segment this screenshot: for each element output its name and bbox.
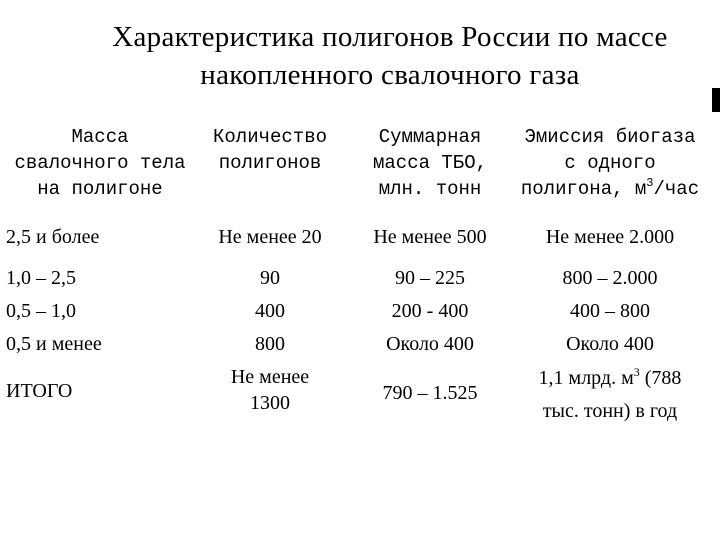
row1-mass: 2,5 и более <box>6 226 100 248</box>
slide-title <box>40 18 720 94</box>
row3-total: 200 - 400 <box>391 300 469 322</box>
header-emission <box>510 124 710 202</box>
row1-total: Не менее 500 <box>373 226 487 248</box>
header-emission-line: с одного <box>564 152 656 174</box>
emission-unit-exponent: 3 <box>646 176 654 190</box>
row2-emission: 800 – 2.000 <box>562 267 658 289</box>
edge-mark <box>712 88 720 112</box>
row1-count: Не менее 20 <box>218 226 322 248</box>
row4-total: Около 400 <box>386 333 474 355</box>
total-emission <box>510 362 710 428</box>
row4-emission: Около 400 <box>566 333 654 355</box>
title-line-1: Характеристика полигонов России по массе <box>112 21 668 53</box>
header-emission-line: Эмиссия биогаза <box>524 126 696 148</box>
header-mass-line: свалочного тела <box>14 152 186 174</box>
header-mass <box>6 124 194 202</box>
row2-mass: 1,0 – 2,5 <box>6 267 76 289</box>
row1-emission: Не менее 2.000 <box>545 226 675 248</box>
header-count-line: Количество <box>212 126 328 148</box>
row2-total: 90 – 225 <box>395 267 465 289</box>
row3-mass: 0,5 – 1,0 <box>6 300 76 322</box>
total-count <box>190 364 350 416</box>
row3-emission: 400 – 800 <box>570 300 650 322</box>
header-total-line: Суммарная <box>378 126 482 148</box>
row2-count: 90 <box>260 267 280 289</box>
header-mass-line: на полигоне <box>37 178 163 200</box>
total-emission-line: тыс. тонн) в год <box>542 400 678 422</box>
total-emission-line <box>510 362 710 395</box>
emission-unit: полигона, м <box>520 178 647 200</box>
header-mass-line: Масса <box>71 126 129 148</box>
emission-unit-suffix: /час <box>653 178 700 200</box>
header-emission-line <box>510 176 710 202</box>
total-emission-paren: (788 <box>639 367 682 389</box>
header-total-line: масса ТБО, <box>372 152 488 174</box>
total-emission-exponent: 3 <box>633 365 640 379</box>
row4-count: 800 <box>255 333 285 355</box>
total-count-line: 1300 <box>250 392 290 414</box>
row4-mass: 0,5 и менее <box>6 333 102 355</box>
header-count <box>190 124 350 176</box>
header-count-line: полигонов <box>218 152 322 174</box>
header-total-line: млн. тонн <box>378 178 482 200</box>
total-emission-value: 1,1 млрд. м <box>538 367 634 389</box>
header-total-mass <box>350 124 510 202</box>
total-count-line: Не менее <box>230 366 310 388</box>
total-label: ИТОГО <box>6 380 73 402</box>
title-line-2: накопленного свалочного газа <box>200 59 580 91</box>
row3-count: 400 <box>255 300 285 322</box>
total-mass: 790 – 1.525 <box>382 382 478 404</box>
